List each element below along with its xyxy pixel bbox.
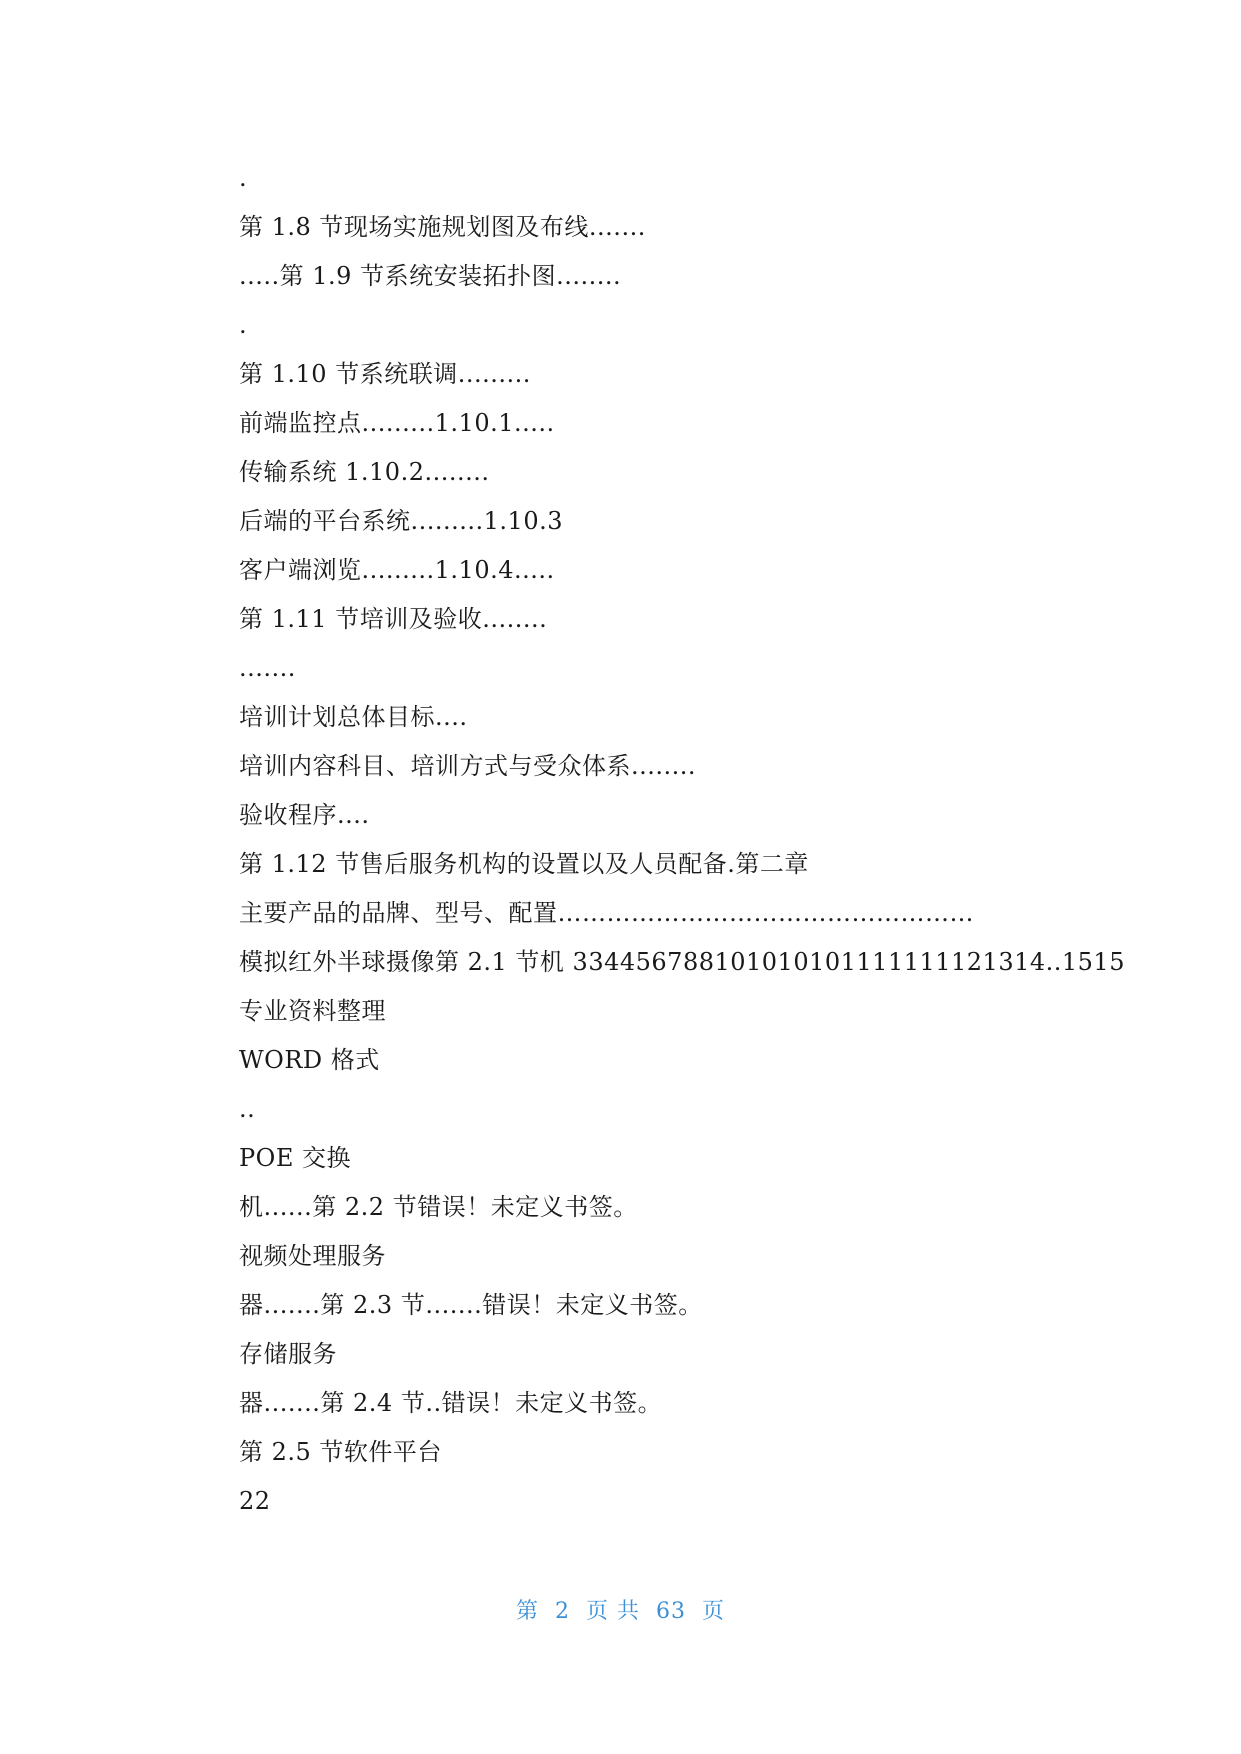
text-line: .. <box>239 1095 256 1123</box>
text-line: 22 <box>239 1487 271 1515</box>
text-line: 培训内容科目、培训方式与受众体系........ <box>239 752 697 780</box>
text-line: POE 交换 <box>239 1144 351 1172</box>
text-line: WORD 格式 <box>239 1046 380 1074</box>
text-line: . <box>239 164 248 192</box>
text-line: 主要产品的品牌、型号、配置…………………………………………… <box>239 899 974 927</box>
text-line: 后端的平台系统.........1.10.3 <box>239 507 563 535</box>
text-line: 前端监控点.........1.10.1..... <box>239 409 555 437</box>
text-line: 第 1.11 节培训及验收........ <box>239 605 548 633</box>
text-line: 第 2.5 节软件平台 <box>239 1438 442 1466</box>
text-line: 培训计划总体目标.... <box>239 703 468 731</box>
text-line: 传输系统 1.10.2........ <box>239 458 490 486</box>
text-line: .....第 1.9 节系统安装拓扑图........ <box>239 262 622 290</box>
page-number-footer: 第 2 页 共 63 页 <box>516 1599 725 1624</box>
text-line: 模拟红外半球摄像第 2.1 节机 334456788101010101111111121314..1515 <box>239 948 1125 976</box>
text-line: 存储服务 <box>239 1340 337 1368</box>
text-line: 验收程序.... <box>239 801 370 829</box>
text-line: 视频处理服务 <box>239 1242 386 1270</box>
text-line: . <box>239 311 248 339</box>
text-line: 第 1.12 节售后服务机构的设置以及人员配备.第二章 <box>239 850 809 878</box>
text-line: ....... <box>239 654 296 682</box>
text-line: 器.......第 2.3 节.......错误！未定义书签。 <box>239 1291 703 1319</box>
text-line: 第 1.10 节系统联调......... <box>239 360 531 388</box>
text-line: 机......第 2.2 节错误！未定义书签。 <box>239 1193 638 1221</box>
text-line: 客户端浏览.........1.10.4..... <box>239 556 555 584</box>
text-line: 第 1.8 节现场实施规划图及布线....... <box>239 213 646 241</box>
text-line: 专业资料整理 <box>239 997 386 1025</box>
text-line: 器.......第 2.4 节..错误！未定义书签。 <box>239 1389 663 1417</box>
document-body <box>239 154 1125 1526</box>
